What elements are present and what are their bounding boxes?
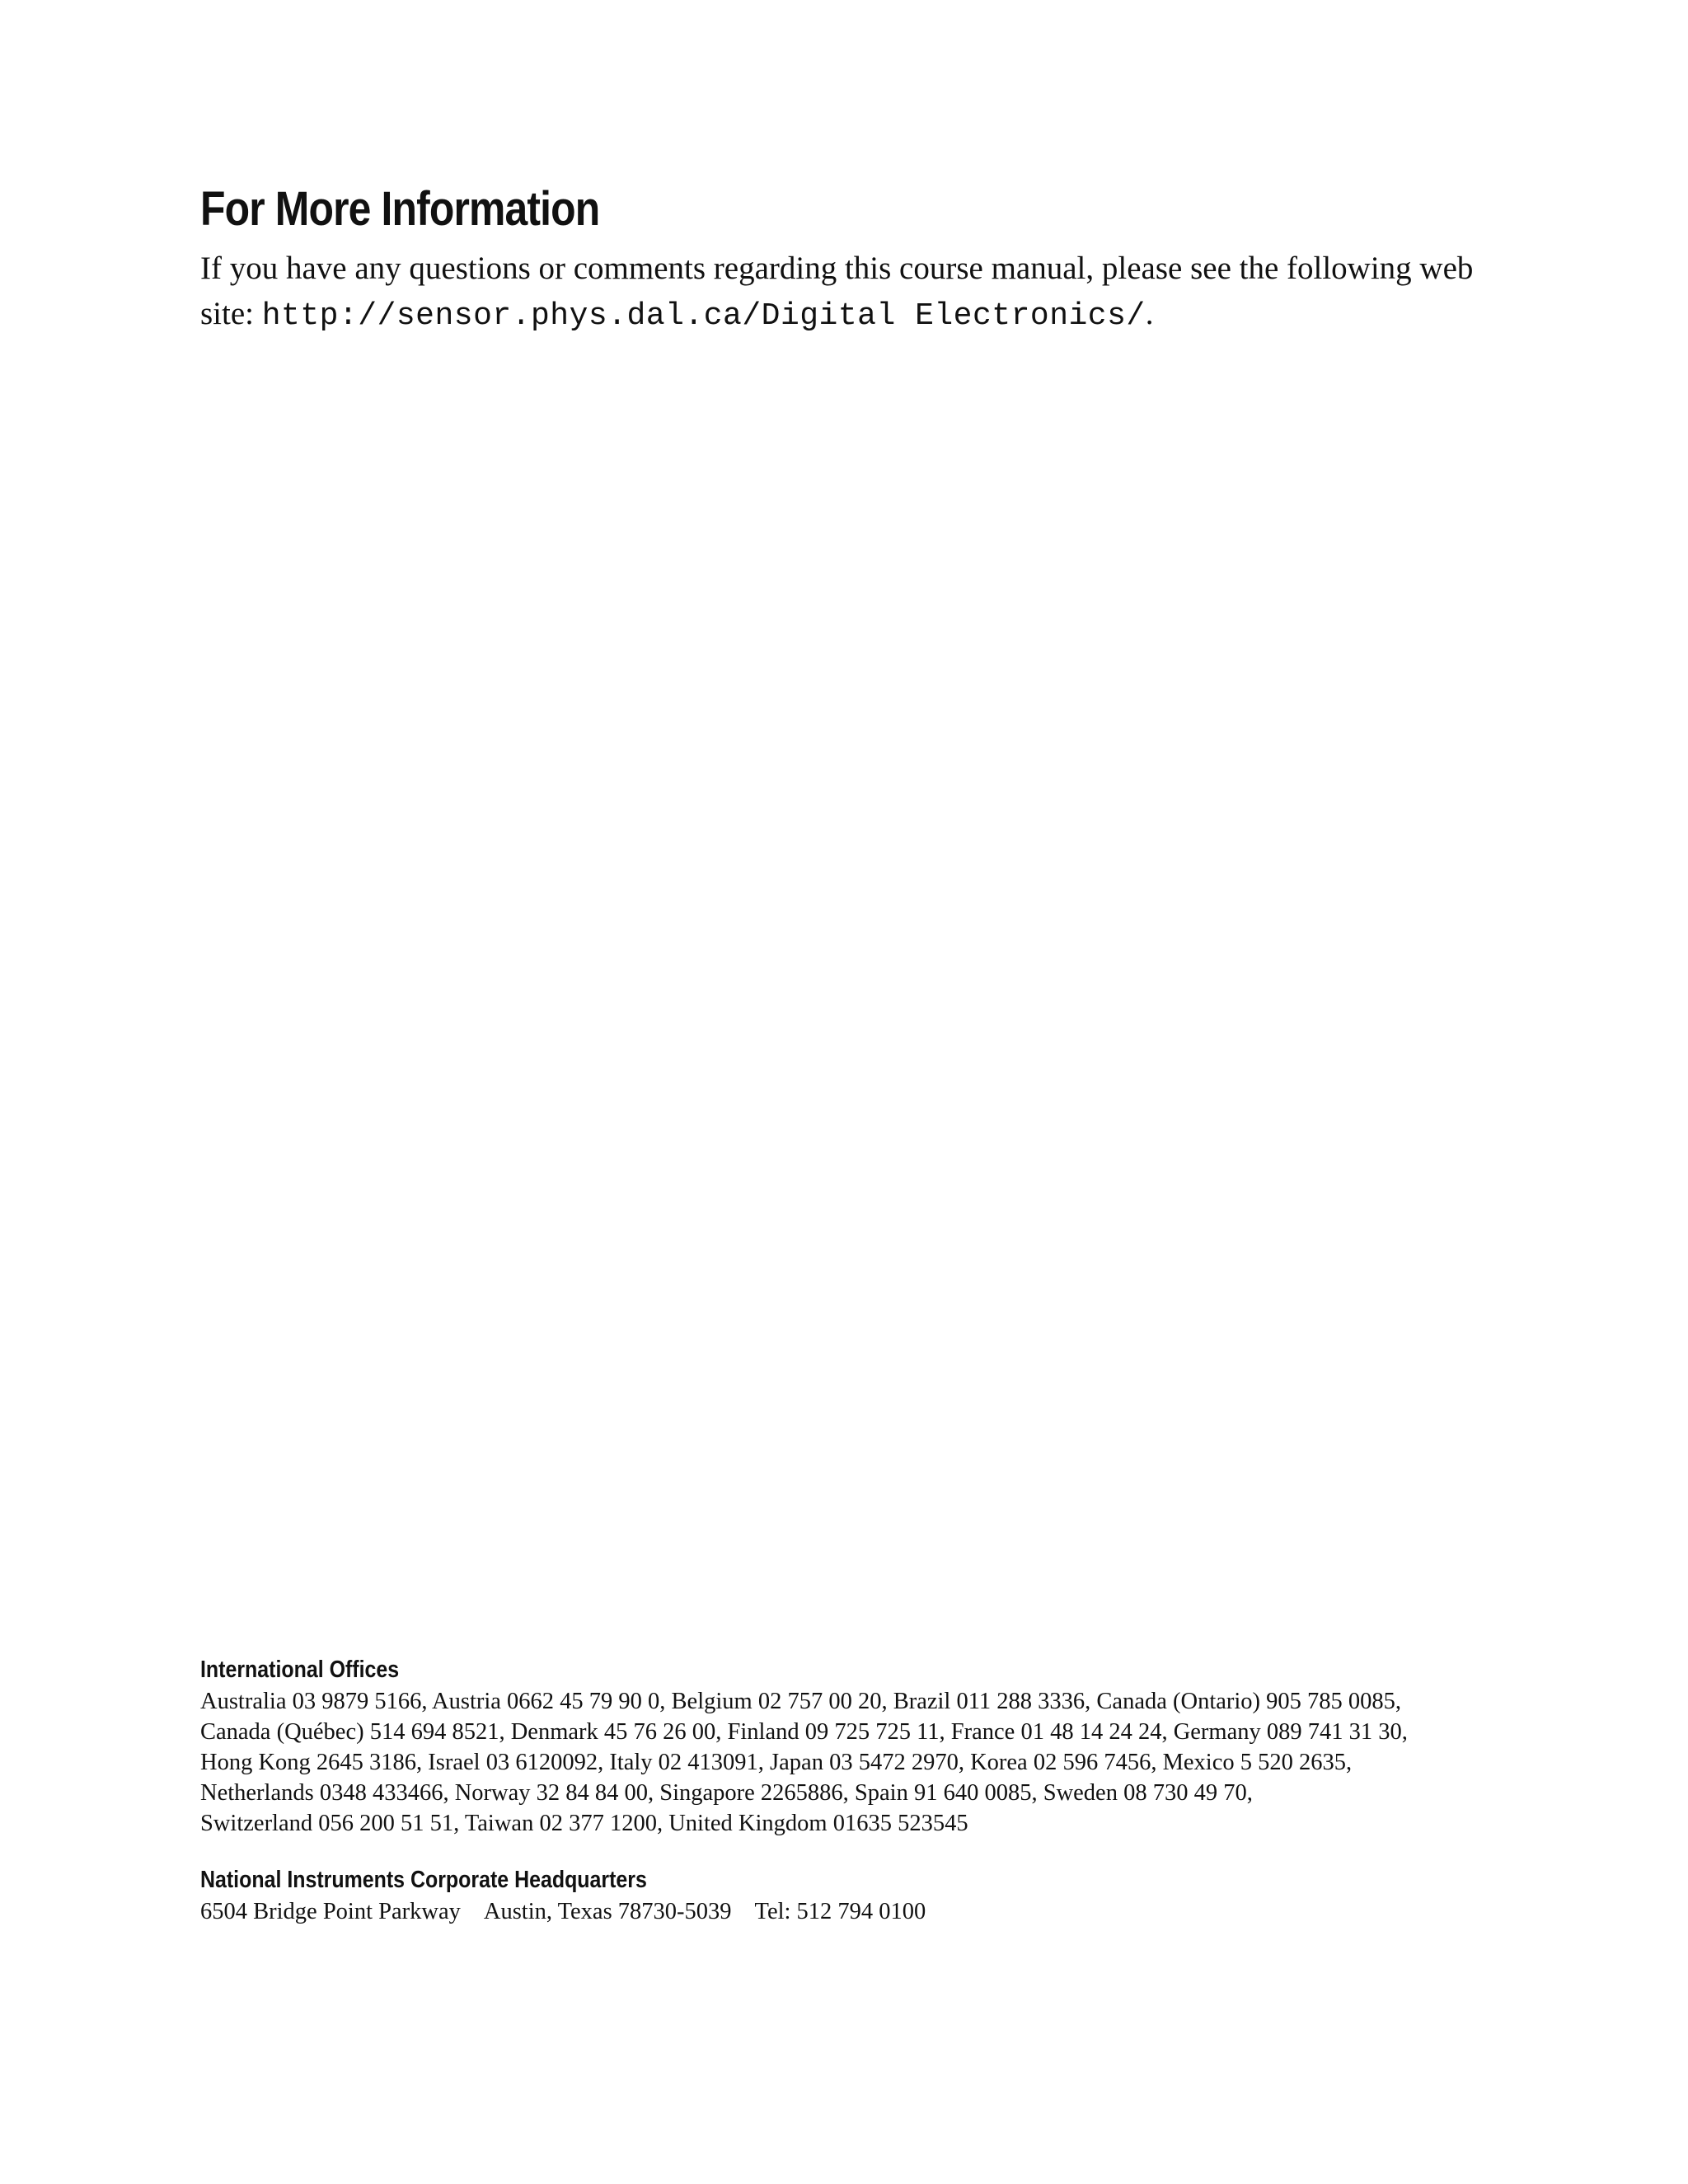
headquarters-city: Austin, Texas 78730-5039: [483, 1899, 732, 1924]
international-offices-list: [200, 1686, 1519, 1839]
corporate-headquarters-heading: National Instruments Corporate Headquarters: [200, 1867, 647, 1893]
international-offices-section: [200, 1655, 1519, 1839]
more-information-text: [200, 246, 1519, 339]
corporate-headquarters-section: [200, 1865, 1519, 1927]
international-offices-heading: International Offices: [200, 1657, 400, 1683]
more-information-section: [200, 183, 1519, 339]
course-website-link[interactable]: http://sensor.phys.dal.ca/Digital Electronics/: [261, 298, 1146, 334]
more-information-heading: For More Information: [200, 182, 600, 236]
offices-line: Canada (Québec) 514 694 8521, Denmark 45 76 26 00, Finland 09 725 725 11, France 01 48 14 24 24, Germany 089 741 31 30,: [200, 1719, 1408, 1745]
offices-line: Hong Kong 2645 3186, Israel 03 6120092, Italy 02 413091, Japan 03 5472 2970, Korea 02 596 7456, Mexico 5 520 2635,: [200, 1750, 1353, 1775]
headquarters-address: 6504 Bridge Point Parkway: [200, 1899, 461, 1924]
headquarters-contact-line: [200, 1896, 1519, 1927]
more-information-body: If you have any questions or comments regarding this course manual, please see the following web site:: [200, 251, 1474, 331]
offices-line: Switzerland 056 200 51 51, Taiwan 02 377 1200, United Kingdom 01635 523545: [200, 1811, 968, 1836]
headquarters-phone: Tel: 512 794 0100: [754, 1899, 926, 1924]
offices-line: Netherlands 0348 433466, Norway 32 84 84 00, Singapore 2265886, Spain 91 640 0085, Sweden 08 730 49 70,: [200, 1780, 1253, 1806]
more-information-period: .: [1145, 296, 1154, 331]
offices-line: Australia 03 9879 5166, Austria 0662 45 79 90 0, Belgium 02 757 00 20, Brazil 011 288 3336, Canada (Ontario) 905 785 0085,: [200, 1689, 1402, 1714]
